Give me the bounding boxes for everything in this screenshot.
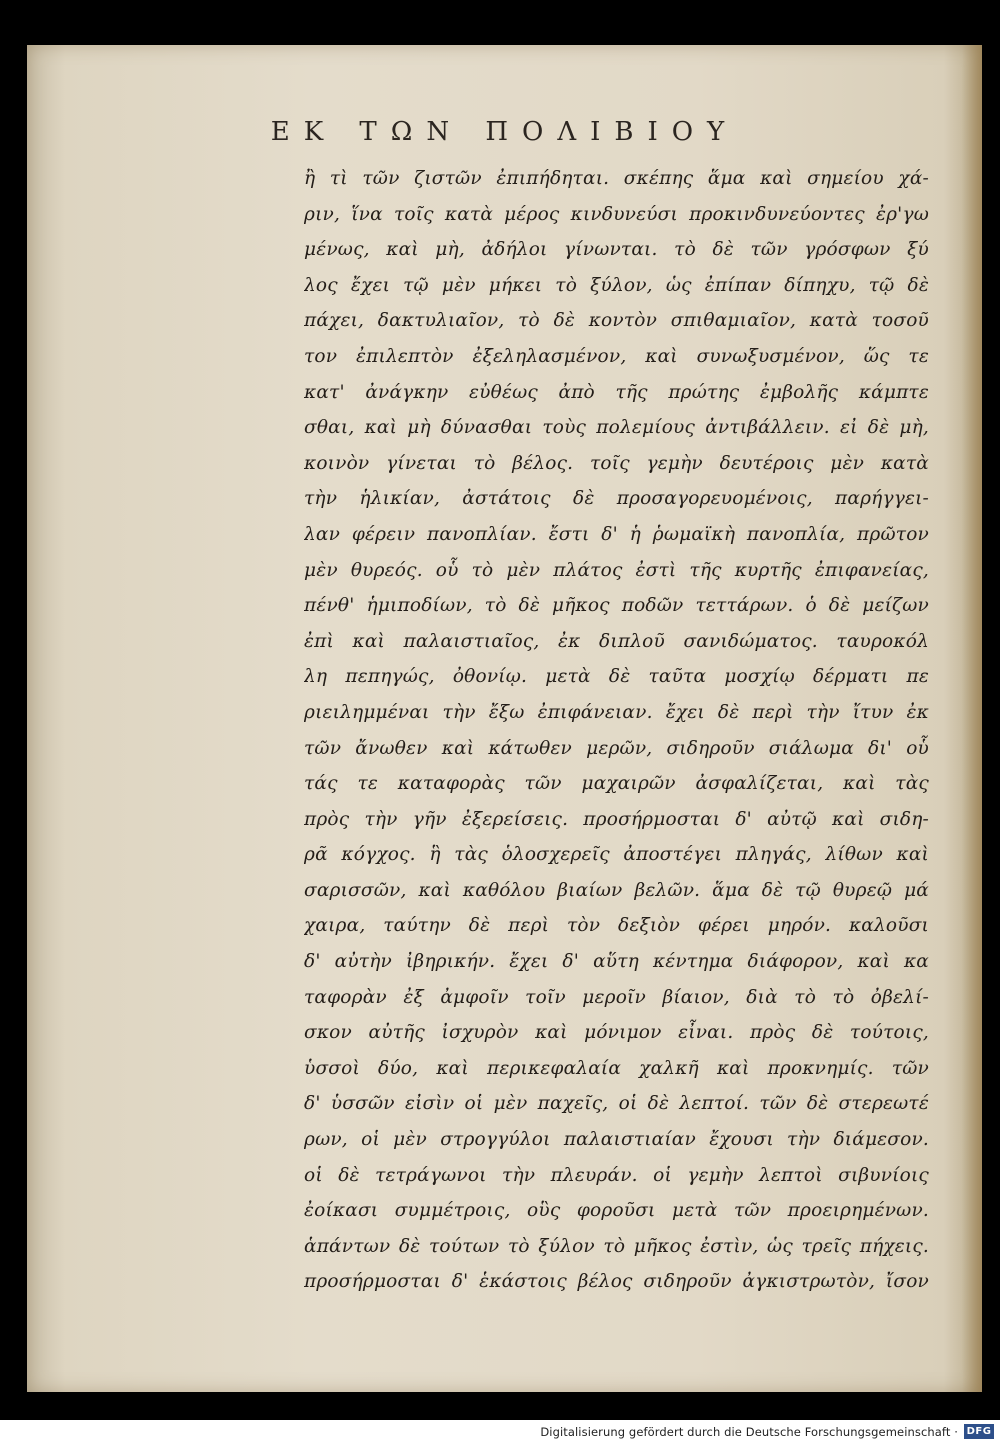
text-line: λη πεπηγώς, ὀθονίῳ. μετὰ δὲ ταῦτα μοσχίῳ δέρματι πε bbox=[304, 666, 929, 688]
text-line: ὑσσοὶ δύο, καὶ περικεφαλαία χαλκῆ καὶ προκνημίς. τῶν bbox=[304, 1057, 929, 1079]
page-edge-shadow bbox=[962, 45, 982, 1392]
text-line: οἱ δὲ τετράγωνοι τὴν πλευράν. οἱ γεμὴν λεπτοὶ σιβυνίοις bbox=[304, 1164, 929, 1186]
text-line: ρων, οἱ μὲν στρογγύλοι παλαιστιαίαν ἔχουσι τὴν διάμεσον. bbox=[304, 1129, 929, 1151]
text-line: δ' αὐτὴν ἰβηρικήν. ἔχει δ' αὕτη κέντημα διάφορον, καὶ κα bbox=[304, 951, 929, 973]
running-head: ΕΚ ΤΩΝ ΠΟΛΙΒΙΟΥ bbox=[270, 117, 739, 147]
text-line: χαιρα, ταύτην δὲ περὶ τὸν δεξιὸν φέρει μηρόν. καλοῦσι bbox=[304, 915, 929, 937]
text-line: ταφορὰν ἐξ ἀμφοῖν τοῖν μεροῖν βίαιον, διὰ τὸ τὸ ὀβελί- bbox=[304, 986, 929, 1008]
book-page bbox=[27, 45, 982, 1392]
dfg-logo: DFG bbox=[964, 1424, 994, 1439]
text-line: ριειλημμέναι τὴν ἔξω ἐπιφάνειαν. ἔχει δὲ περὶ τὴν ἴτυν ἐκ bbox=[304, 701, 929, 723]
text-line: ἁπάντων δὲ τούτων τὸ ξύλον τὸ μῆκος ἐστὶν, ὡς τρεῖς πήχεις. bbox=[304, 1235, 929, 1257]
text-block bbox=[304, 161, 929, 1300]
text-line: πρὸς τὴν γῆν ἐξερείσεις. προσήρμοσται δ' αὐτῷ καὶ σιδη- bbox=[304, 808, 929, 830]
text-line: λος ἔχει τῷ μὲν μήκει τὸ ξύλον, ὡς ἐπίπαν δίπηχυ, τῷ δὲ bbox=[304, 274, 929, 296]
text-line: τῶν ἄνωθεν καὶ κάτωθεν μερῶν, σιδηροῦν σιάλωμα δι' οὗ bbox=[304, 737, 929, 759]
text-line: πένθ' ἡμιποδίων, τὸ δὲ μῆκος ποδῶν τεττάρων. ὁ δὲ μείζων bbox=[304, 595, 929, 617]
text-line: πάχει, δακτυλιαῖον, τὸ δὲ κοντὸν σπιθαμιαῖον, κατὰ τοσοῦ bbox=[304, 310, 929, 332]
text-line: τὴν ἡλικίαν, ἀστάτοις δὲ προσαγορευομένοις, παρήγγει- bbox=[304, 488, 929, 510]
text-line: σαρισσῶν, καὶ καθόλου βιαίων βελῶν. ἅμα δὲ τῷ θυρεῷ μά bbox=[304, 879, 929, 901]
text-line: μὲν θυρεός. οὗ τὸ μὲν πλάτος ἐστὶ τῆς κυρτῆς ἐπιφανείας, bbox=[304, 559, 929, 581]
text-line: κοινὸν γίνεται τὸ βέλος. τοῖς γεμὴν δευτέροις μὲν κατὰ bbox=[304, 452, 929, 474]
text-line: ἢ τὶ τῶν ζιστῶν ἐπιπήδηται. σκέπης ἅμα καὶ σημείου χά- bbox=[304, 168, 929, 189]
funding-note: Digitalisierung gefördert durch die Deutsche Forschungsgemeinschaft · bbox=[540, 1425, 958, 1439]
footer-bar bbox=[0, 1420, 1000, 1444]
text-line: ρᾶ κόγχος. ἣ τὰς ὁλοσχερεῖς ἀποστέγει πληγάς, λίθων καὶ bbox=[304, 844, 929, 866]
text-line: δ' ὑσσῶν εἰσὶν οἱ μὲν παχεῖς, οἱ δὲ λεπτοί. τῶν δὲ στερεωτέ bbox=[304, 1093, 929, 1115]
text-line: προσήρμοσται δ' ἑκάστοις βέλος σιδηροῦν ἀγκιστρωτὸν, ἴσον bbox=[304, 1271, 929, 1293]
text-line: ριν, ἵνα τοῖς κατὰ μέρος κινδυνεύσι προκινδυνεύοντες ἐρ'γω bbox=[304, 203, 929, 225]
text-line: σκον αὐτῆς ἰσχυρὸν καὶ μόνιμον εἶναι. πρὸς δὲ τούτοις, bbox=[304, 1022, 929, 1044]
text-line: ἐπὶ καὶ παλαιστιαῖος, ἐκ διπλοῦ σανιδώματος. ταυροκόλ bbox=[304, 630, 929, 652]
text-line: τον ἐπιλεπτὸν ἐξεληλασμένον, καὶ συνωξυσμένον, ὥς τε bbox=[304, 345, 929, 367]
text-line: ἐοίκασι συμμέτροις, οὓς φοροῦσι μετὰ τῶν προειρημένων. bbox=[304, 1200, 929, 1222]
text-line: λαν φέρειν πανοπλίαν. ἔστι δ' ἡ ῥωμαϊκὴ πανοπλία, πρῶτον bbox=[304, 523, 929, 545]
text-line: σθαι, καὶ μὴ δύνασθαι τοὺς πολεμίους ἀντιβάλλειν. εἰ δὲ μὴ, bbox=[304, 417, 929, 439]
text-line: κατ' ἀνάγκην εὐθέως ἀπὸ τῆς πρώτης ἐμβολῆς κάμπτε bbox=[304, 381, 929, 403]
text-line: μένως, καὶ μὴ, ἀδήλοι γίνωνται. τὸ δὲ τῶν γρόσφων ξύ bbox=[304, 239, 929, 261]
text-line: τάς τε καταφορὰς τῶν μαχαιρῶν ἀσφαλίζεται, καὶ τὰς bbox=[304, 773, 929, 795]
